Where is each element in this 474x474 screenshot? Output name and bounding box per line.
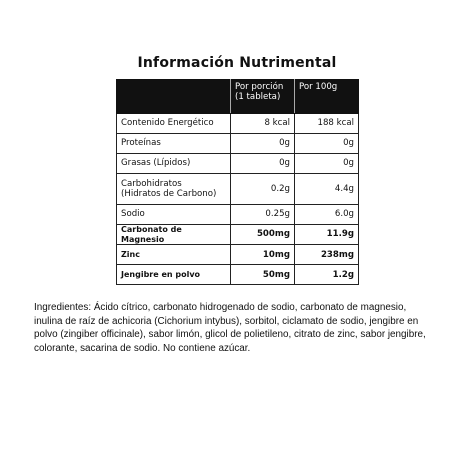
nutrient-name: Jengibre en polvo xyxy=(117,265,231,285)
nutrition-table xyxy=(116,79,359,285)
header-per-100g: Por 100g xyxy=(295,80,359,114)
nutrition-table-header xyxy=(117,80,359,114)
table-row xyxy=(117,245,359,265)
header-per-serving xyxy=(231,80,295,114)
nutrient-name: Carbonato de Magnesio xyxy=(117,225,231,245)
per-serving-value: 0.2g xyxy=(231,174,295,205)
per-100g-value: 188 kcal xyxy=(295,114,359,134)
per-serving-value: 0g xyxy=(231,134,295,154)
nutrient-name: Zinc xyxy=(117,245,231,265)
per-100g-value: 0g xyxy=(295,134,359,154)
table-row xyxy=(117,265,359,285)
table-row xyxy=(117,225,359,245)
per-serving-value: 0.25g xyxy=(231,205,295,225)
ingredients-text: Ingredientes: Ácido cítrico, carbonato hidrogenado de sodio, carbonato de magnesio, inulina de raíz de achicoria (Cichorium intybus), sorbitol, ciclamato de sodio, jengibre en polvo (zingiber officinale), sabor limón, glicol de polietileno, citrato de zinc, sabor jengibre, colorante, sacarina de sodio. No contiene azúcar. xyxy=(34,302,426,354)
nutrient-name: Proteínas xyxy=(117,134,231,154)
table-row xyxy=(117,134,359,154)
per-serving-value: 10mg xyxy=(231,245,295,265)
per-serving-value: 50mg xyxy=(231,265,295,285)
table-row xyxy=(117,114,359,134)
header-row xyxy=(117,80,359,114)
per-serving-value: 500mg xyxy=(231,225,295,245)
header-nutrient xyxy=(117,80,231,114)
header-per-serving-text: Por porción (1 tableta) xyxy=(235,82,284,103)
per-100g-value: 238mg xyxy=(295,245,359,265)
nutrient-name: Sodio xyxy=(117,205,231,225)
per-100g-value: 6.0g xyxy=(295,205,359,225)
table-row xyxy=(117,174,359,205)
page-title: Información Nutrimental xyxy=(137,55,337,71)
table-row xyxy=(117,205,359,225)
nutrient-name: Contenido Energético xyxy=(117,114,231,134)
per-serving-value: 8 kcal xyxy=(231,114,295,134)
nutrient-name xyxy=(117,174,231,205)
per-100g-value: 11.9g xyxy=(295,225,359,245)
per-serving-value: 0g xyxy=(231,154,295,174)
per-100g-value: 4.4g xyxy=(295,174,359,205)
nutrition-table-body xyxy=(117,114,359,285)
table-row xyxy=(117,154,359,174)
nutrient-name: Grasas (Lípidos) xyxy=(117,154,231,174)
per-100g-value: 1.2g xyxy=(295,265,359,285)
per-100g-value: 0g xyxy=(295,154,359,174)
nutrient-name-text: Carbohidratos (Hidratos de Carbono) xyxy=(121,178,217,199)
